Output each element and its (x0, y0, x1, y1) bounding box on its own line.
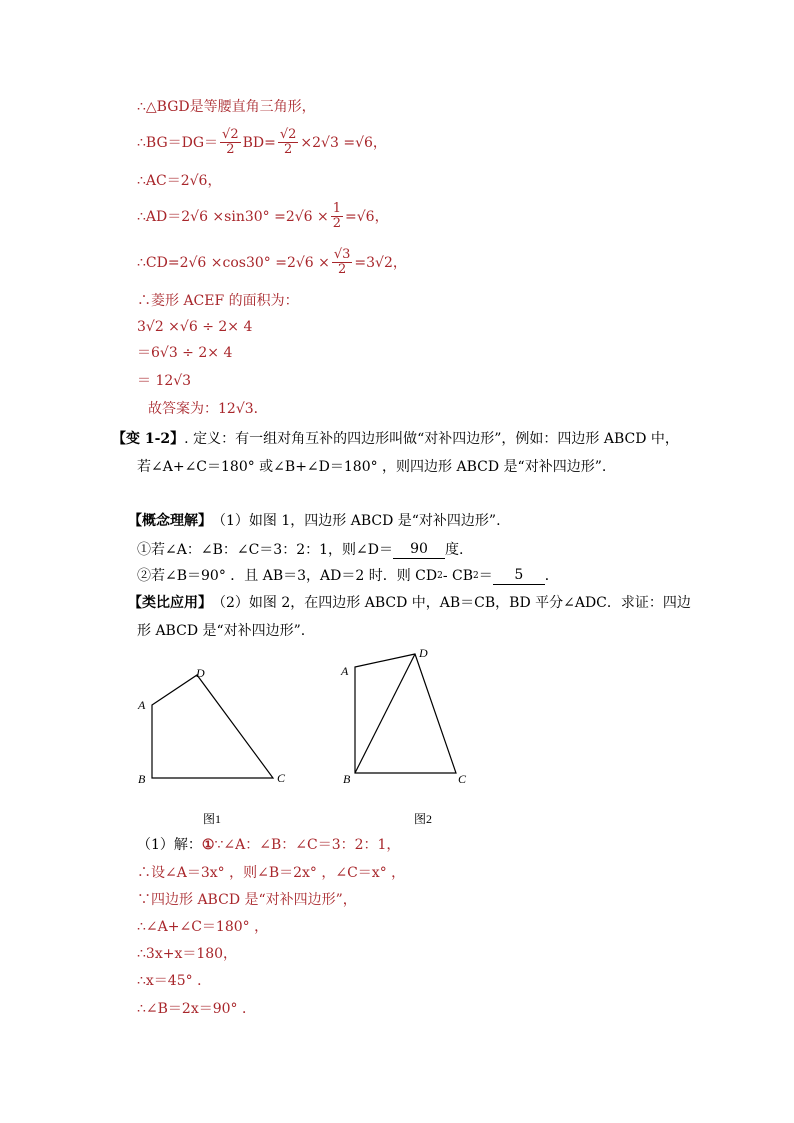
question-1: ①若∠A：∠B：∠C＝3：2：1，则∠D＝ 90 度. (137, 541, 464, 558)
solution-b-line-7: ∴∠B＝2x＝90° ． (137, 1001, 256, 1017)
vertex-b: B (138, 772, 146, 786)
question-2: ②若∠B＝90° ．且 AB＝3，AD＝2 时．则 CD 2 - CB 2 ＝ 5 ． (137, 567, 559, 584)
solution-line-8: ＝6√3 ÷ 2× 4 (137, 345, 233, 361)
solution-b-line-5: ∴3x+x＝180， (137, 946, 238, 962)
solution-line-4: ∴AD＝2√6 ×sin30° =2√6 × $\frac{1}{2}$ =√6， (137, 201, 389, 231)
solution-b-line-6: ∴x＝45° ． (137, 973, 212, 989)
diagonal-bd (355, 654, 415, 773)
solution-line-10: 故答案为：12√3． (148, 401, 268, 417)
vertex-c: C (458, 772, 467, 786)
vertex-c: C (277, 771, 286, 785)
solution-line-3: ∴AC＝2√6， (137, 173, 222, 189)
analogy-line-1: 【类比应用】 （2）如图 2，在四边形 ABCD 中，AB＝CB，BD 平分∠ADC．求证：四边 (128, 595, 691, 611)
problem-tag: 【变 1-2】 (112, 431, 185, 447)
solution-b-line-2: ∴设∠A＝3x° ，则∠B＝2x° ，∠C＝x° ， (137, 865, 406, 881)
solution-line-7: 3√2 ×√6 ÷ 2× 4 (137, 319, 253, 335)
solution-line-2: ∴BG＝DG＝ $\frac{√2}{2}$ BD= $\frac{√2}{2}$ ×2√3 =√6， (137, 127, 387, 157)
solution-line-9: ＝ 12√3 (137, 373, 192, 389)
figure-1-caption: 图1 (203, 812, 222, 826)
solution-b-line-3: ∵四边形 ABCD 是“对补四边形”， (137, 892, 357, 908)
vertex-b: B (343, 772, 351, 786)
analogy-line-2: 形 ABCD 是“对补四边形”. (137, 623, 306, 639)
concept-line: 【概念理解】 （1）如图 1，四边形 ABCD 是“对补四边形”. (128, 513, 501, 529)
problem-line-2: 若∠A+∠C＝180° 或∠B+∠D＝180° ，则四边形 ABCD 是“对补四边形”. (137, 459, 607, 475)
vertex-a: A (138, 698, 146, 712)
figure-2 (335, 645, 485, 795)
vertex-d: D (419, 646, 428, 660)
answer-blank-2: 5 (493, 566, 545, 585)
figure-2-caption: 图2 (414, 812, 433, 826)
solution-b-line-4: ∴∠A+∠C＝180° ， (137, 919, 269, 935)
solution-b-line-1: （1）解： ① ∵∠A：∠B：∠C＝3：2：1， (137, 837, 401, 853)
solution-line-6: ∴菱形 ACEF 的面积为： (137, 293, 299, 309)
solution-line-1: ∴△BGD是等腰直角三角形， (137, 99, 316, 115)
vertex-d: D (196, 666, 205, 680)
quadrilateral-abcd (152, 675, 273, 778)
figure-1 (130, 660, 300, 800)
answer-blank-1: 90 (393, 540, 445, 559)
solution-line-5: ∴CD=2√6 ×cos30° =2√6 × $\frac{√3}{2}$ =3√2， (137, 247, 407, 277)
problem-line-1: 【变 1-2】 . 定义：有一组对角互补的四边形叫做“对补四边形”，例如：四边形 ABCD 中， (112, 431, 679, 447)
vertex-a: A (341, 664, 349, 678)
